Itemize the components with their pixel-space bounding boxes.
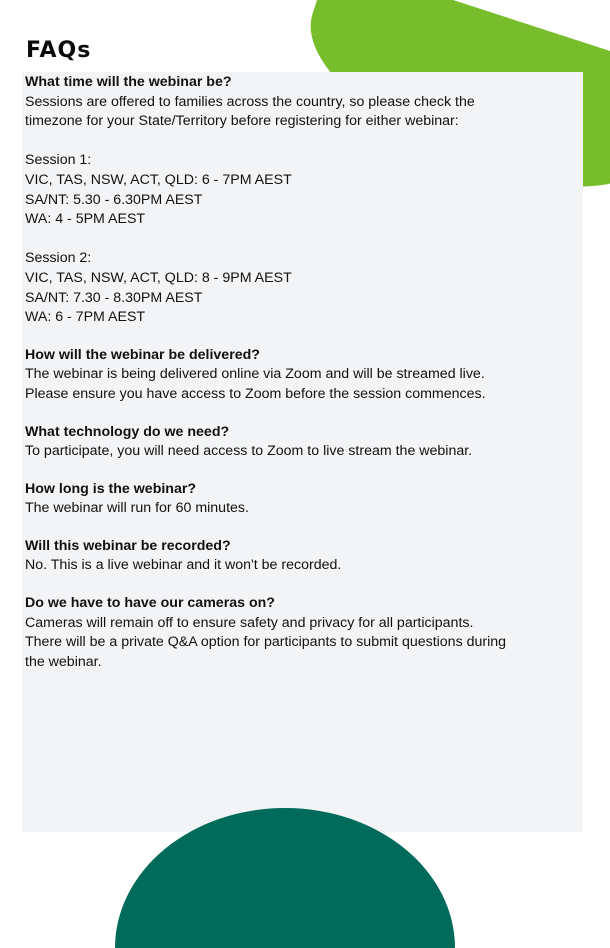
page-title: FAQs [26, 38, 92, 63]
faq-answer-line: Session 1: [25, 152, 92, 169]
faq-answer-line: WA: 6 - 7PM AEST [25, 309, 146, 326]
faq-list [25, 73, 575, 690]
faq-item [25, 346, 575, 405]
faq-item [25, 73, 575, 328]
faq-answer-line: VIC, TAS, NSW, ACT, QLD: 6 - 7PM AEST [25, 171, 292, 188]
faq-answer-line: Please ensure you have access to Zoom before the session commences. [25, 385, 486, 402]
faq-answer-line: the webinar. [25, 653, 102, 670]
faq-answer-line [25, 230, 575, 250]
faq-question: What technology do we need? [25, 423, 230, 440]
faq-question: How long is the webinar? [25, 480, 197, 497]
faq-item [25, 423, 575, 462]
faq-answer-line: The webinar is being delivered online via Zoom and will be streamed live. [25, 366, 485, 383]
faq-question: Will this webinar be recorded? [25, 537, 231, 554]
faq-item [25, 537, 575, 576]
faq-answer-line: No. This is a live webinar and it won't be recorded. [25, 557, 342, 574]
faq-answer-line: timezone for your State/Territory before registering for either webinar: [25, 113, 459, 130]
faq-question: Do we have to have our cameras on? [25, 595, 275, 612]
faq-question: What time will the webinar be? [25, 74, 232, 90]
faq-answer-line [25, 132, 575, 152]
faq-item [25, 594, 575, 672]
faq-answer-line: WA: 4 - 5PM AEST [25, 211, 146, 228]
faq-question: How will the webinar be delivered? [25, 346, 260, 363]
faq-answer-line: SA/NT: 7.30 - 8.30PM AEST [25, 289, 203, 306]
faq-answer-line: There will be a private Q&A option for participants to submit questions during [25, 634, 507, 651]
faq-answer-line: Session 2: [25, 250, 92, 267]
faq-answer-line: SA/NT: 5.30 - 6.30PM AEST [25, 191, 203, 208]
faq-answer-line: The webinar will run for 60 minutes. [25, 500, 249, 517]
faq-answer-line: To participate, you will need access to Zoom to live stream the webinar. [25, 443, 473, 460]
faq-answer-line: Cameras will remain off to ensure safety and privacy for all participants. [25, 614, 474, 631]
faq-answer-line: Sessions are offered to families across the country, so please check the [25, 93, 475, 110]
faq-answer-line: VIC, TAS, NSW, ACT, QLD: 8 - 9PM AEST [25, 269, 292, 286]
faq-item [25, 480, 575, 519]
